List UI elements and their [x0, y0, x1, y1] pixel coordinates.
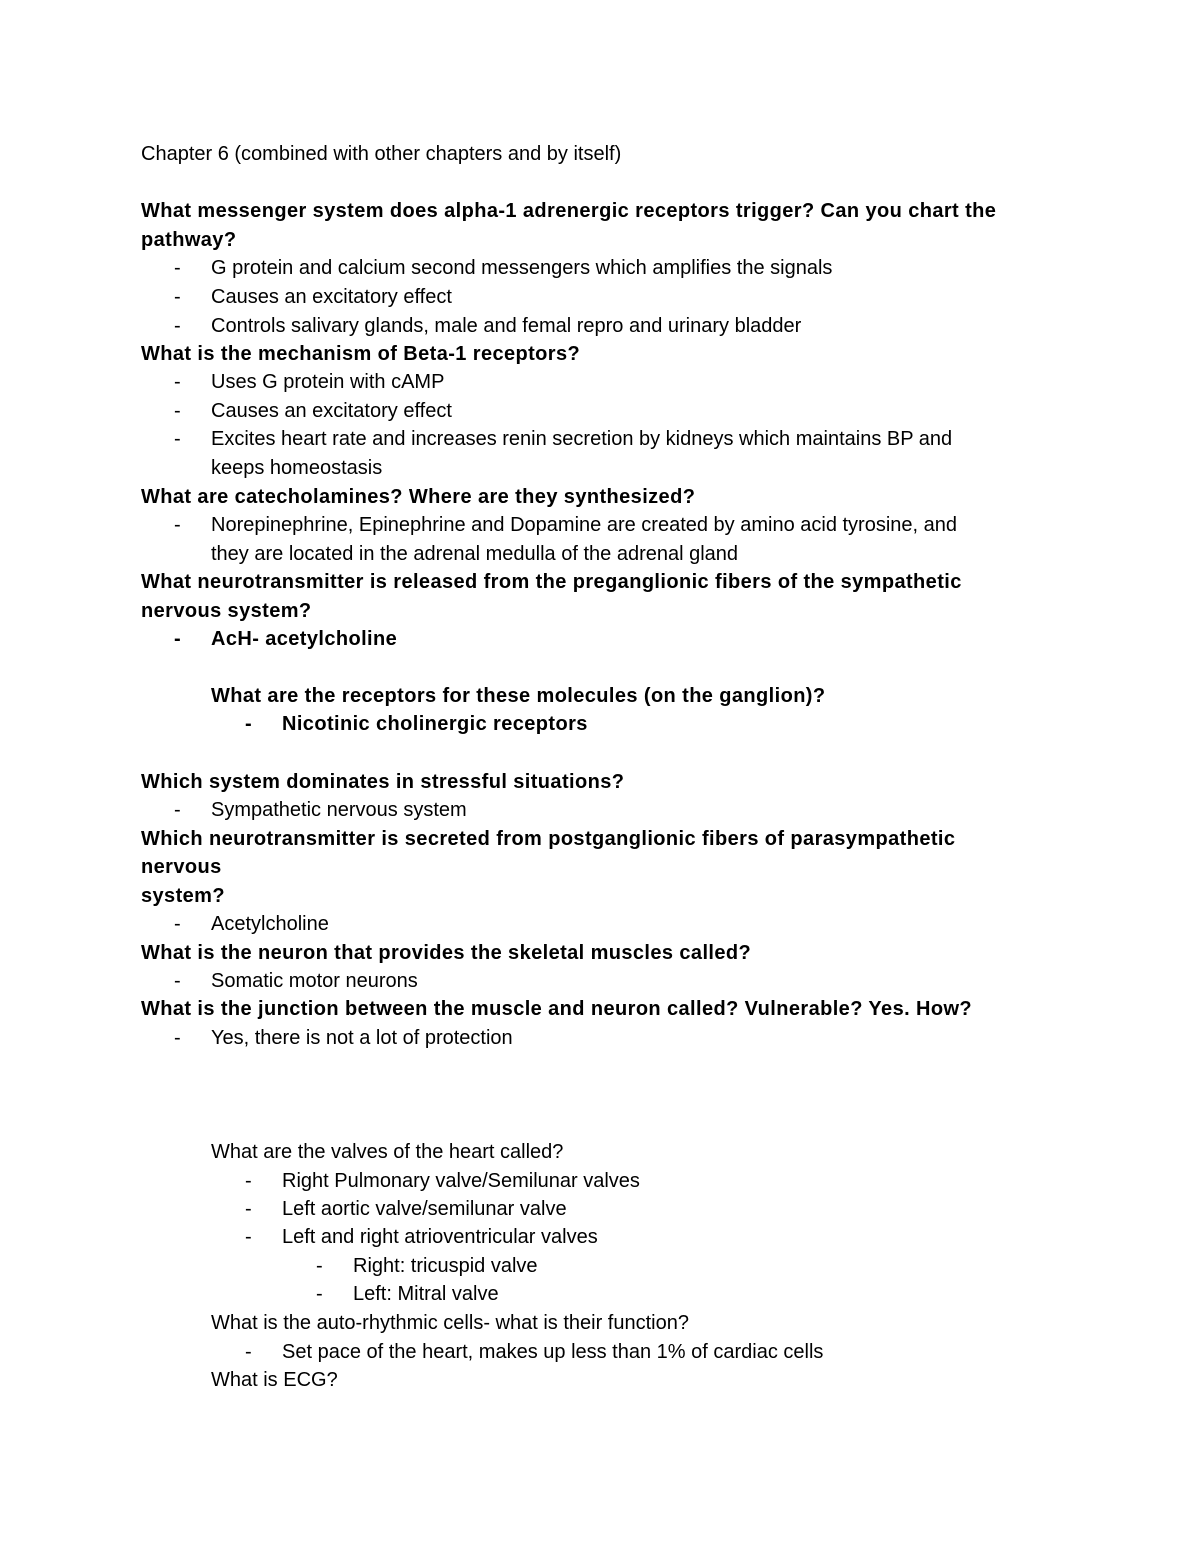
- answer-item: Somatic motor neurons: [211, 970, 418, 992]
- sub-answer-item: Right: tricuspid valve: [353, 1255, 538, 1277]
- question-heading-cont: nervous system?: [141, 600, 312, 622]
- bullet-dash: -: [245, 1226, 252, 1248]
- question-heading: What are the valves of the heart called?: [211, 1141, 564, 1163]
- bullet-dash: -: [174, 799, 181, 821]
- sub-answer-item: Nicotinic cholinergic receptors: [282, 713, 588, 735]
- sub-answer-item: Left: Mitral valve: [353, 1283, 499, 1305]
- bullet-dash: -: [174, 913, 181, 935]
- bullet-dash: -: [174, 315, 181, 337]
- question-heading: What is the auto-rhythmic cells- what is their function?: [211, 1312, 689, 1334]
- answer-item: Yes, there is not a lot of protection: [211, 1027, 513, 1049]
- question-heading: Which system dominates in stressful situations?: [141, 771, 625, 793]
- bullet-dash: -: [174, 1027, 181, 1049]
- answer-item: Causes an excitatory effect: [211, 400, 452, 422]
- bullet-dash: -: [316, 1255, 323, 1277]
- bullet-dash: -: [245, 1198, 252, 1220]
- answer-item: Excites heart rate and increases renin secretion by kidneys which maintains BP and: [211, 428, 953, 450]
- question-heading: What is the neuron that provides the skeletal muscles called?: [141, 942, 752, 964]
- bullet-dash: -: [174, 400, 181, 422]
- answer-item: Left aortic valve/semilunar valve: [282, 1198, 567, 1220]
- answer-item-cont: keeps homeostasis: [211, 457, 383, 479]
- question-heading-cont: system?: [141, 885, 225, 907]
- answer-item: G protein and calcium second messengers which amplifies the signals: [211, 257, 833, 279]
- answer-item: AcH- acetylcholine: [211, 628, 398, 650]
- bullet-dash: -: [174, 257, 181, 279]
- bullet-dash: -: [174, 970, 181, 992]
- bullet-dash: -: [174, 428, 181, 450]
- answer-item: Uses G protein with cAMP: [211, 371, 445, 393]
- question-heading: What neurotransmitter is released from the preganglionic fibers of the sympathetic: [141, 571, 962, 593]
- bullet-dash: -: [245, 1170, 252, 1192]
- bullet-dash: -: [245, 1341, 252, 1363]
- question-heading: Which neurotransmitter is secreted from postganglionic fibers of parasympathetic: [141, 828, 956, 850]
- answer-item: Left and right atrioventricular valves: [282, 1226, 598, 1248]
- bullet-dash: -: [174, 371, 181, 393]
- bullet-dash: -: [174, 514, 181, 536]
- question-heading: What is the mechanism of Beta-1 receptors?: [141, 343, 581, 365]
- bullet-dash: -: [245, 713, 253, 735]
- document-title: Chapter 6 (combined with other chapters and by itself): [141, 143, 622, 165]
- bullet-dash: -: [174, 628, 182, 650]
- bullet-dash: -: [174, 286, 181, 308]
- sub-question-heading: What are the receptors for these molecules (on the ganglion)?: [211, 685, 826, 707]
- answer-item: Set pace of the heart, makes up less than 1% of cardiac cells: [282, 1341, 824, 1363]
- answer-item: Sympathetic nervous system: [211, 799, 467, 821]
- question-heading-cont: nervous: [141, 856, 222, 878]
- question-heading: What is the junction between the muscle and neuron called? Vulnerable? Yes. How?: [141, 998, 973, 1020]
- question-heading-cont: pathway?: [141, 229, 237, 251]
- question-heading: What are catecholamines? Where are they synthesized?: [141, 486, 696, 508]
- answer-item: Controls salivary glands, male and femal repro and urinary bladder: [211, 315, 802, 337]
- question-heading: What messenger system does alpha-1 adrenergic receptors trigger? Can you chart the: [141, 200, 997, 222]
- question-heading: What is ECG?: [211, 1369, 338, 1391]
- answer-item: Acetylcholine: [211, 913, 329, 935]
- bullet-dash: -: [316, 1283, 323, 1305]
- answer-item-cont: they are located in the adrenal medulla of the adrenal gland: [211, 543, 739, 565]
- answer-item: Norepinephrine, Epinephrine and Dopamine are created by amino acid tyrosine, and: [211, 514, 958, 536]
- answer-item: Causes an excitatory effect: [211, 286, 452, 308]
- answer-item: Right Pulmonary valve/Semilunar valves: [282, 1170, 640, 1192]
